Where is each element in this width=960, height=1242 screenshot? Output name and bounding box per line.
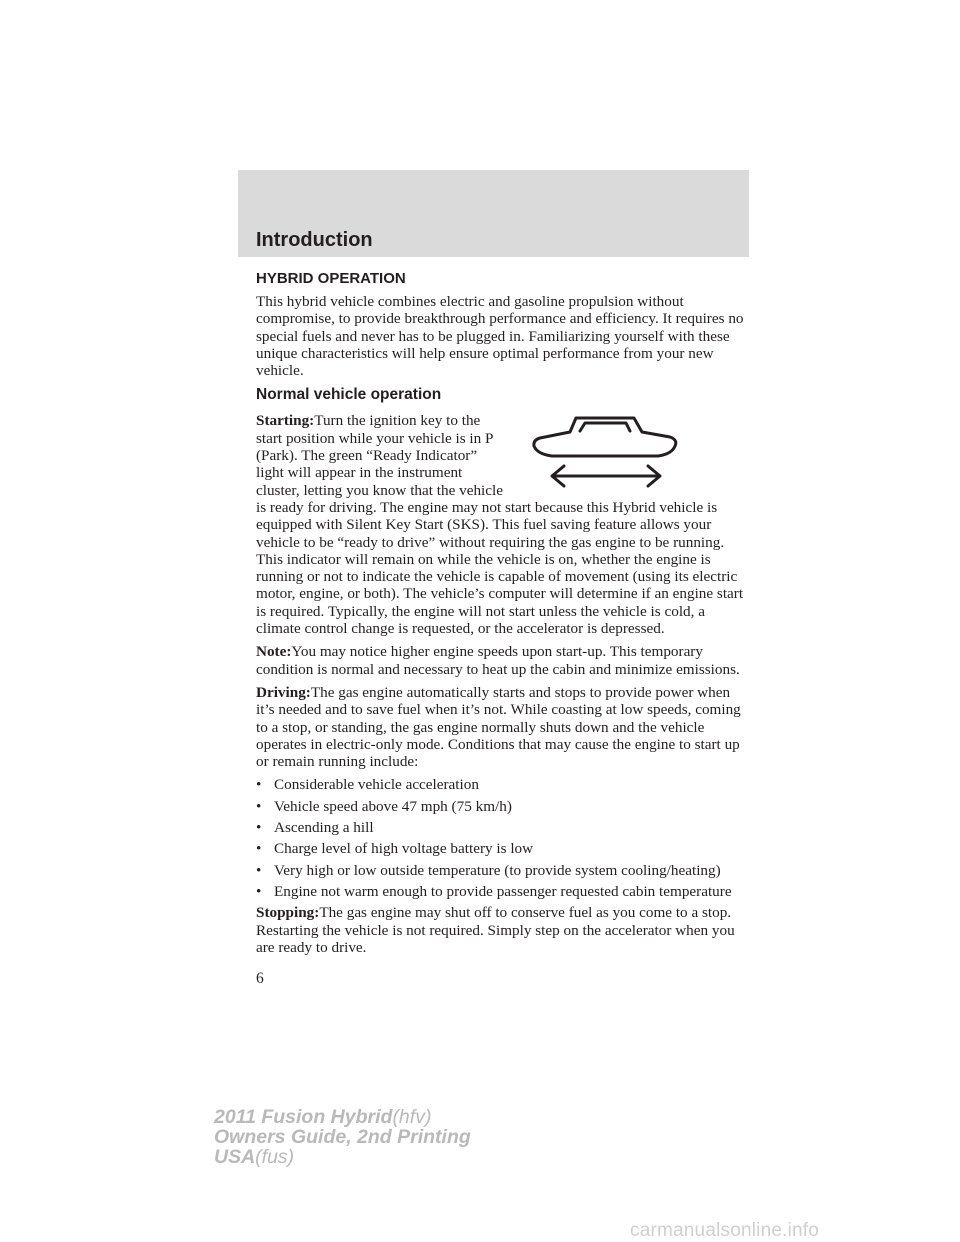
section-header — [238, 170, 749, 257]
bullet-icon: • — [256, 819, 262, 837]
list-item — [256, 883, 748, 900]
list-item — [256, 862, 748, 879]
note-paragraph — [256, 643, 748, 678]
page-number: 6 — [256, 970, 264, 987]
driving-text: The gas engine automatically starts and stops to provide power when it’s needed and to save fuel when it’s not. While coasting at low speeds, coming to a stop, or standing, the gas engine normally shuts down and the vehicle operates in electric-only mode. Conditions that may cause the engine to start up or remain running include: — [256, 683, 741, 771]
starting-text: Turn the ignition key to the start position while your vehicle is in P (Park). The green “Ready Indicator” light will appear in the instrument cluster, letting you know that the vehicle is ready for driving. The engine may not start because this Hybrid vehicle is equipped with Silent Key Start (SKS). This fuel saving feature allows your vehicle to be “ready to drive” without requiring the gas engine to be running. This indicator will remain on while the vehicle is on, whether the engine is running or not to indicate the vehicle is capable of movement (using its electric motor, engine, or both). The vehicle’s computer will determine if an engine start is required. Typically, the engine will not start unless the vehicle is cold, a climate control change is requested, or the accelerator is depressed. — [256, 412, 744, 638]
footer-model: 2011 Fusion Hybrid — [214, 1106, 393, 1128]
footer-market-code: (fus) — [255, 1146, 295, 1168]
list-item-text: Vehicle speed above 47 mph (75 km/h) — [274, 797, 512, 815]
footer-line-market — [214, 1147, 471, 1167]
list-item — [256, 776, 748, 793]
list-item-text: Considerable vehicle acceleration — [274, 776, 479, 794]
document-footer — [214, 1107, 471, 1167]
section-title: Introduction — [256, 229, 373, 251]
list-item-text: Ascending a hill — [274, 819, 374, 837]
car-ready-indicator-icon — [518, 414, 748, 496]
stopping-text: The gas engine may shut off to conserve fuel as you come to a stop. Restarting the vehicle is not required. Simply step on the accelerator when you are ready to drive. — [256, 904, 735, 956]
note-text: You may notice higher engine speeds upon start-up. This temporary condition is normal and necessary to heat up the cabin and minimize emissions. — [256, 643, 740, 678]
footer-market: USA — [214, 1146, 256, 1168]
list-item — [256, 819, 748, 836]
driving-label: Driving: — [256, 683, 311, 701]
note-label: Note: — [256, 643, 292, 661]
engine-start-conditions-list — [256, 776, 748, 900]
footer-line-guide: Owners Guide, 2nd Printing — [214, 1126, 471, 1148]
stopping-label: Stopping: — [256, 904, 320, 922]
bullet-icon: • — [256, 882, 262, 900]
stopping-paragraph — [256, 904, 748, 956]
list-item — [256, 840, 748, 857]
page-content — [256, 269, 748, 962]
footer-model-code: (hfv) — [392, 1106, 432, 1128]
list-item — [256, 798, 748, 815]
starting-section — [256, 412, 748, 637]
starting-label: Starting: — [256, 412, 315, 430]
bullet-icon: • — [256, 840, 262, 858]
bullet-icon: • — [256, 861, 262, 879]
hybrid-intro-paragraph: This hybrid vehicle combines electric and gasoline propulsion without compromise, to provide breakthrough performance and efficiency. It requires no special fuels and never has to be plugged in. Familiarizing yourself with these unique characteristics will help ensure optimal performance from your new vehicle. — [256, 293, 744, 380]
list-item-text: Very high or low outside temperature (to provide system cooling/heating) — [274, 861, 721, 879]
watermark-text: carmanualsonline.info — [630, 1220, 820, 1241]
footer-line-model — [214, 1107, 471, 1127]
bullet-icon: • — [256, 776, 262, 794]
bullet-icon: • — [256, 797, 262, 815]
driving-paragraph — [256, 684, 748, 770]
list-item-text: Charge level of high voltage battery is low — [274, 840, 534, 858]
hybrid-operation-heading: HYBRID OPERATION — [256, 270, 406, 287]
list-item-text: Engine not warm enough to provide passenger requested cabin temperature — [274, 882, 732, 900]
normal-operation-heading: Normal vehicle operation — [256, 386, 442, 404]
